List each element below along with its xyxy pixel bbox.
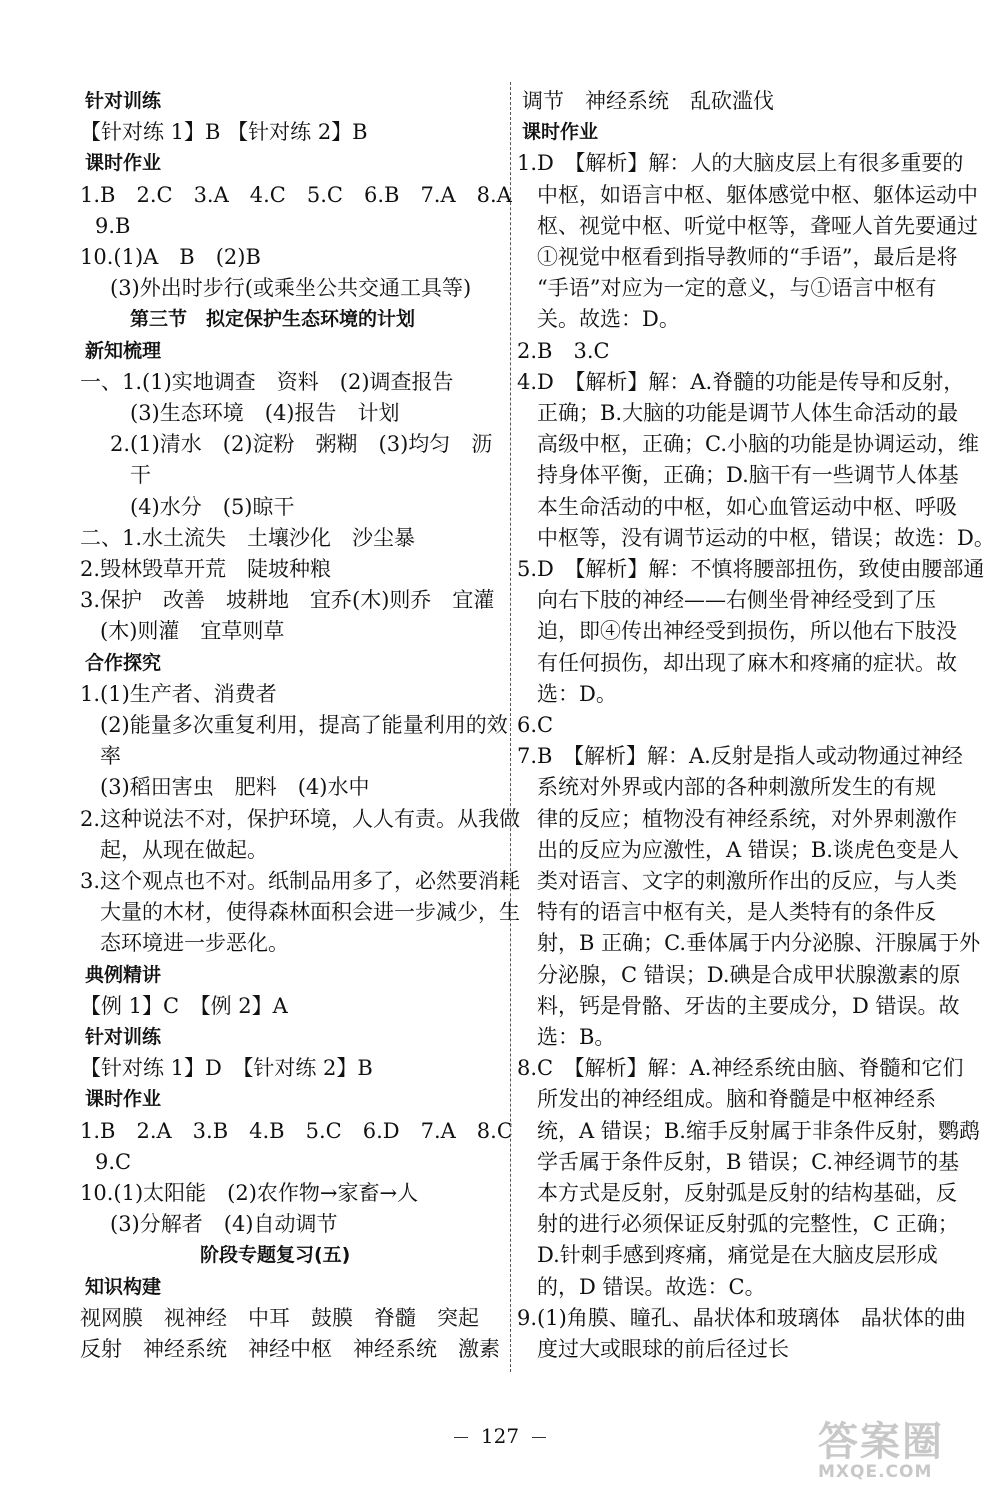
answer-line: 射，B 正确；C.垂体属于内分泌腺、汗腺属于外	[537, 931, 981, 956]
section-heading: 合作探究	[85, 651, 162, 674]
watermark-title: 答案圈	[818, 1419, 944, 1465]
answer-line: 6.C	[517, 713, 554, 737]
answer-line: D.针刺手感到疼痛，痛觉是在大脑皮层形成	[537, 1243, 938, 1268]
answer-line: 的，D 错误。故选：C。	[537, 1274, 766, 1299]
answer-line: 4.D 【解析】解：A.脊髓的功能是传导和反射，	[517, 369, 965, 394]
answer-line: 9.B	[95, 213, 131, 238]
answer-line: 态环境进一步恶化。	[100, 931, 289, 956]
answer-line: 8.C 【解析】解：A.神经系统由脑、脊髓和它们	[517, 1056, 964, 1081]
answer-line: 料，钙是骨骼、牙齿的主要成分，D 错误。故	[537, 993, 960, 1018]
answer-line: 中枢等，没有调节运动的中枢，错误；故选：D。	[537, 525, 995, 550]
answer-line: “手语”对应为一定的意义，与①语言中枢有	[537, 276, 937, 301]
answer-line: 类对语言、文字的刺激所作出的反应，与人类	[537, 869, 957, 893]
chapter-title: 阶段专题复习(五)	[200, 1244, 351, 1267]
answer-line: 本生命活动的中枢，如心血管运动中枢、呼吸	[537, 494, 957, 519]
answer-line: 枢、视觉中枢、听觉中枢等，聋哑人首先要通过	[537, 213, 978, 238]
section-heading: 针对训练	[85, 1026, 162, 1048]
answer-line: ①视觉中枢看到指导教师的“手语”，最后是将	[537, 245, 958, 269]
answer-line: 1.(1)生产者、消费者	[80, 681, 277, 706]
answer-line: (2)能量多次重复利用，提高了能量利用的效	[100, 713, 508, 737]
answer-line: 二、1.水土流失 土壤沙化 沙尘暴	[80, 525, 416, 550]
answer-line: 3.这个观点也不对。纸制品用多了，必然要消耗	[80, 869, 521, 893]
answer-line: 迫，即④传出神经受到损伤，所以他右下肢没	[537, 619, 957, 644]
section-heading: 课时作业	[85, 152, 162, 175]
chapter-title: 第三节 拟定保护生态环境的计划	[130, 308, 416, 331]
answer-line: 反射 神经系统 神经中枢 神经系统 激素	[80, 1337, 500, 1361]
answer-line: 2.毁林毁草开荒 陡坡种粮	[80, 557, 332, 581]
answer-line: 中枢，如语言中枢、躯体感觉中枢、躯体运动中	[537, 182, 978, 207]
answer-line: 调节 神经系统 乱砍滥伐	[522, 89, 774, 113]
watermark-logo	[818, 1410, 988, 1490]
answer-line: 5.D 【解析】解：不慎将腰部扭伤，致使由腰部通	[517, 557, 985, 581]
answer-line: 正确；B.大脑的功能是调节人体生命活动的最	[537, 401, 959, 425]
answer-line: 选：D。	[537, 681, 617, 706]
answer-line: (4)水分 (5)晾干	[130, 494, 295, 519]
answer-line: 起，从现在做起。	[100, 837, 268, 862]
answer-line: 分泌腺，C 错误；D.碘是合成甲状腺激素的原	[537, 962, 961, 987]
answer-line: 干	[130, 463, 151, 488]
answer-line: (3)分解者 (4)自动调节	[110, 1212, 338, 1237]
answer-line: 高级中枢，正确；C.小脑的功能是协调运动，维	[537, 432, 979, 457]
answer-line: 【例 1】C 【例 2】A	[80, 993, 288, 1018]
answer-line: 2.这种说法不对，保护环境，人人有责。从我做	[80, 806, 521, 831]
page-number: 127	[460, 1424, 540, 1448]
answer-line: 特有的语言中枢有关，是人类特有的条件反	[537, 900, 936, 925]
answer-line: 系统对外界或内部的各种刺激所发生的有规	[537, 775, 936, 800]
section-heading: 课时作业	[522, 121, 599, 144]
answer-line: 学舌属于条件反射，B 错误；C.神经调节的基	[537, 1149, 960, 1174]
answer-line: 出的反应为应激性，A 错误；B.谈虎色变是人	[537, 837, 959, 862]
watermark-url: MXQE.COM	[818, 1462, 933, 1482]
answer-line: 度过大或眼球的前后径过长	[537, 1337, 789, 1361]
answer-line: 【针对练 1】D 【针对练 2】B	[80, 1056, 373, 1081]
answer-line: (3)稻田害虫 肥料 (4)水中	[100, 775, 370, 800]
answer-line: 律的反应；植物没有神经系统，对外界刺激作	[537, 806, 957, 831]
answer-line: 统，A 错误；B.缩手反射属于非条件反射，鹦鹉	[537, 1118, 980, 1143]
answer-line: 9.(1)角膜、瞳孔、晶状体和玻璃体 晶状体的曲	[517, 1305, 966, 1330]
answer-line: 所发出的神经组成。脑和脊髓是中枢神经系	[537, 1087, 936, 1112]
answer-line: 3.保护 改善 坡耕地 宜乔(木)则乔 宜灌	[80, 588, 495, 613]
section-heading: 典例精讲	[85, 963, 162, 986]
answer-line: 2.B 3.C	[517, 338, 610, 363]
answer-line: 视网膜 视神经 中耳 鼓膜 脊髓 突起	[80, 1305, 479, 1330]
answer-line: 持身体平衡，正确；D.脑干有一些调节人体基	[537, 463, 959, 488]
answer-line: 有任何损伤，却出现了麻木和疼痛的症状。故	[537, 650, 957, 675]
answer-line: 射的进行必须保证反射弧的完整性，C 正确；	[537, 1212, 959, 1237]
answer-line: 9.C	[95, 1149, 132, 1174]
answer-line: (3)外出时步行(或乘坐公共交通工具等)	[110, 276, 472, 301]
answer-line: 7.B 【解析】解：A.反射是指人或动物通过神经	[517, 744, 963, 769]
answer-line: 率	[100, 744, 121, 769]
answer-line: 一、1.(1)实地调查 资料 (2)调查报告	[80, 369, 454, 394]
section-heading: 课时作业	[85, 1088, 162, 1111]
column-divider	[510, 82, 511, 1372]
answer-line: 本方式是反射，反射弧是反射的结构基础，反	[537, 1181, 957, 1205]
answer-line: 选：B。	[537, 1025, 616, 1049]
section-heading: 知识构建	[85, 1275, 162, 1298]
answer-line: 10.(1)A B (2)B	[80, 245, 261, 269]
answer-line: 1.B 2.A 3.B 4.B 5.C 6.D 7.A 8.C	[80, 1118, 513, 1143]
answer-line: 2.(1)清水 (2)淀粉 粥糊 (3)均匀 沥	[110, 432, 493, 457]
answer-line: 向右下肢的神经——右侧坐骨神经受到了压	[537, 588, 936, 613]
answer-line: 1.D 【解析】解：人的大脑皮层上有很多重要的	[517, 151, 964, 176]
answer-line: (3)生态环境 (4)报告 计划	[130, 401, 400, 425]
section-heading: 新知梳理	[85, 339, 162, 362]
answer-line: 大量的木材，使得森林面积会进一步减少，生	[100, 900, 520, 925]
answer-line: 10.(1)太阳能 (2)农作物→家畜→人	[80, 1181, 419, 1205]
answer-line: 1.B 2.C 3.A 4.C 5.C 6.B 7.A 8.A	[80, 182, 512, 207]
answer-line: 关。故选：D。	[537, 307, 680, 332]
section-heading: 针对训练	[85, 90, 162, 112]
answer-line: 【针对练 1】B 【针对练 2】B	[80, 120, 368, 145]
answer-line: (木)则灌 宜草则草	[100, 619, 285, 644]
